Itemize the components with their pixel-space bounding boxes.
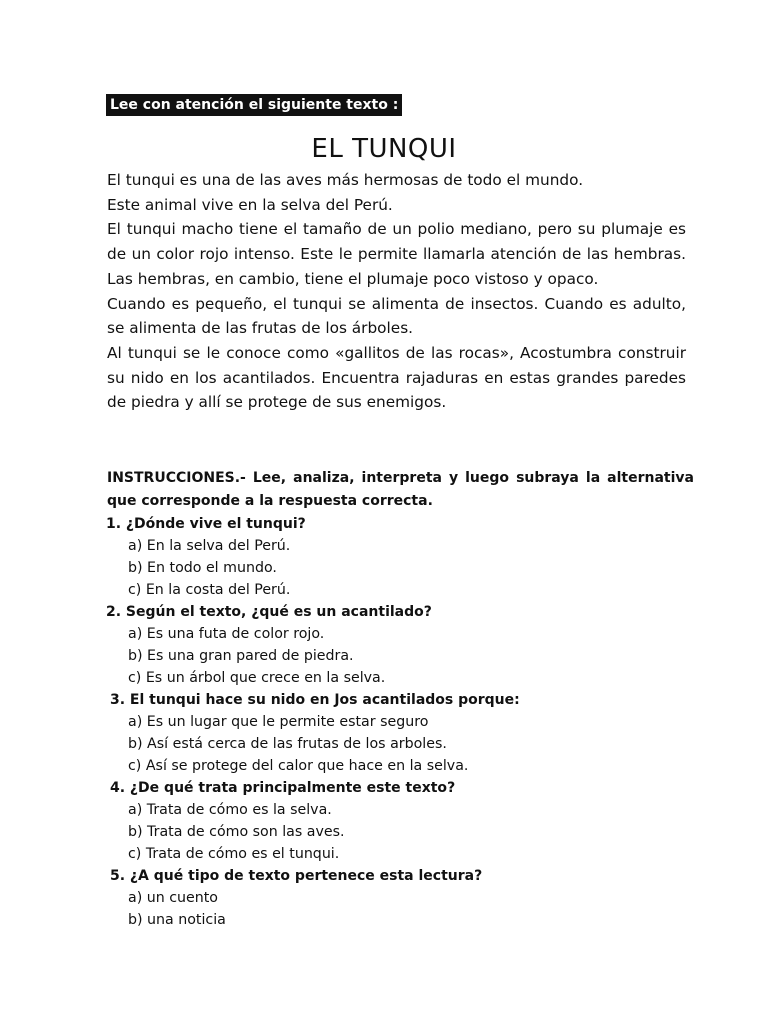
question-5 (106, 865, 706, 887)
question-3-option-b[interactable]: b) Así está cerca de las frutas de los arboles. (128, 736, 447, 752)
question-2-option-c[interactable]: c) Es un árbol que crece en la selva. (128, 670, 386, 686)
question-number: 2. (106, 604, 122, 620)
instructions (107, 467, 694, 513)
question-number: 3. (110, 692, 126, 708)
question-list (106, 513, 706, 931)
question-text: Según el texto, ¿qué es un acantilado (121, 604, 424, 620)
instructions-end: . (427, 493, 433, 509)
reading-prompt-label: Lee con atención el siguiente texto : (106, 94, 402, 116)
reading-paragraph-2: Este animal vive en la selva del Perú. (107, 195, 393, 214)
question-5-option-a[interactable]: a) un cuento (128, 890, 218, 906)
question-1 (106, 513, 706, 535)
question-1-option-c[interactable]: c) En la costa del Perú. (128, 582, 291, 598)
reading-text (107, 168, 686, 415)
question-4 (106, 777, 706, 799)
question-end-mark: ? (297, 516, 306, 532)
question-end-mark: ? (474, 868, 483, 884)
page-title: EL TUNQUI (311, 134, 457, 164)
question-2-option-b[interactable]: b) Es una gran pared de piedra. (128, 648, 354, 664)
question-4-option-c[interactable]: c) Trata de cómo es el tunqui. (128, 846, 340, 862)
question-number: 4. (110, 780, 126, 796)
reading-paragraph-4: Cuando es pequeño, el tunqui se alimenta de insectos. Cuando es adulto, se alimenta de las frutas de los árboles. (107, 294, 686, 338)
question-2 (106, 601, 706, 623)
reading-paragraph-3: El tunqui macho tiene el tamaño de un polio mediano, pero su plumaje es de un color rojo intenso. Este le permite llamarla atención de las hembras. Las hembras, en cambio, tiene el plumaje poco vistoso y opaco. (107, 220, 686, 288)
question-2-option-a[interactable]: a) Es una futa de color rojo. (128, 626, 325, 642)
reading-paragraph-1: El tunqui es una de las aves más hermosas de todo el mundo. (107, 171, 584, 189)
reading-paragraph-5: Al tunqui se le conoce como «gallitos de las rocas», Acostumbra construir su nido en los acantilados. Encuentra rajaduras en estas grandes paredes de piedra y allí se protege de sus enemigos. (107, 343, 686, 412)
question-text: ¿De qué trata principalmente este texto (125, 780, 448, 796)
question-1-option-b[interactable]: b) En todo el mundo. (128, 560, 277, 576)
question-number: 5. (110, 868, 126, 884)
question-number: 1. (106, 516, 122, 532)
question-3-option-a[interactable]: a) Es un lugar que le permite estar seguro (128, 714, 429, 730)
question-text: El tunqui hace su nido en Jos acantilados porque (125, 692, 515, 708)
question-4-option-a[interactable]: a) Trata de cómo es la selva. (128, 802, 332, 818)
question-1-option-a[interactable]: a) En la selva del Perú. (128, 538, 291, 554)
question-3 (106, 689, 706, 711)
question-5-option-b[interactable]: b) una noticia (128, 912, 226, 928)
question-3-option-c[interactable]: c) Así se protege del calor que hace en la selva. (128, 758, 469, 774)
instructions-text: Lee, analiza, interpreta y luego subraya la alternativa que corresponde a la respuesta correcta (107, 470, 694, 509)
question-text: ¿A qué tipo de texto pertenece esta lectura (125, 868, 475, 884)
question-end-mark: ? (423, 604, 432, 620)
question-4-option-b[interactable]: b) Trata de cómo son las aves. (128, 824, 345, 840)
question-end-mark: ? (447, 780, 456, 796)
instructions-label: INSTRUCCIONES.- (107, 470, 246, 486)
question-end-mark: : (514, 692, 520, 708)
question-text: ¿Dónde vive el tunqui (121, 516, 298, 532)
